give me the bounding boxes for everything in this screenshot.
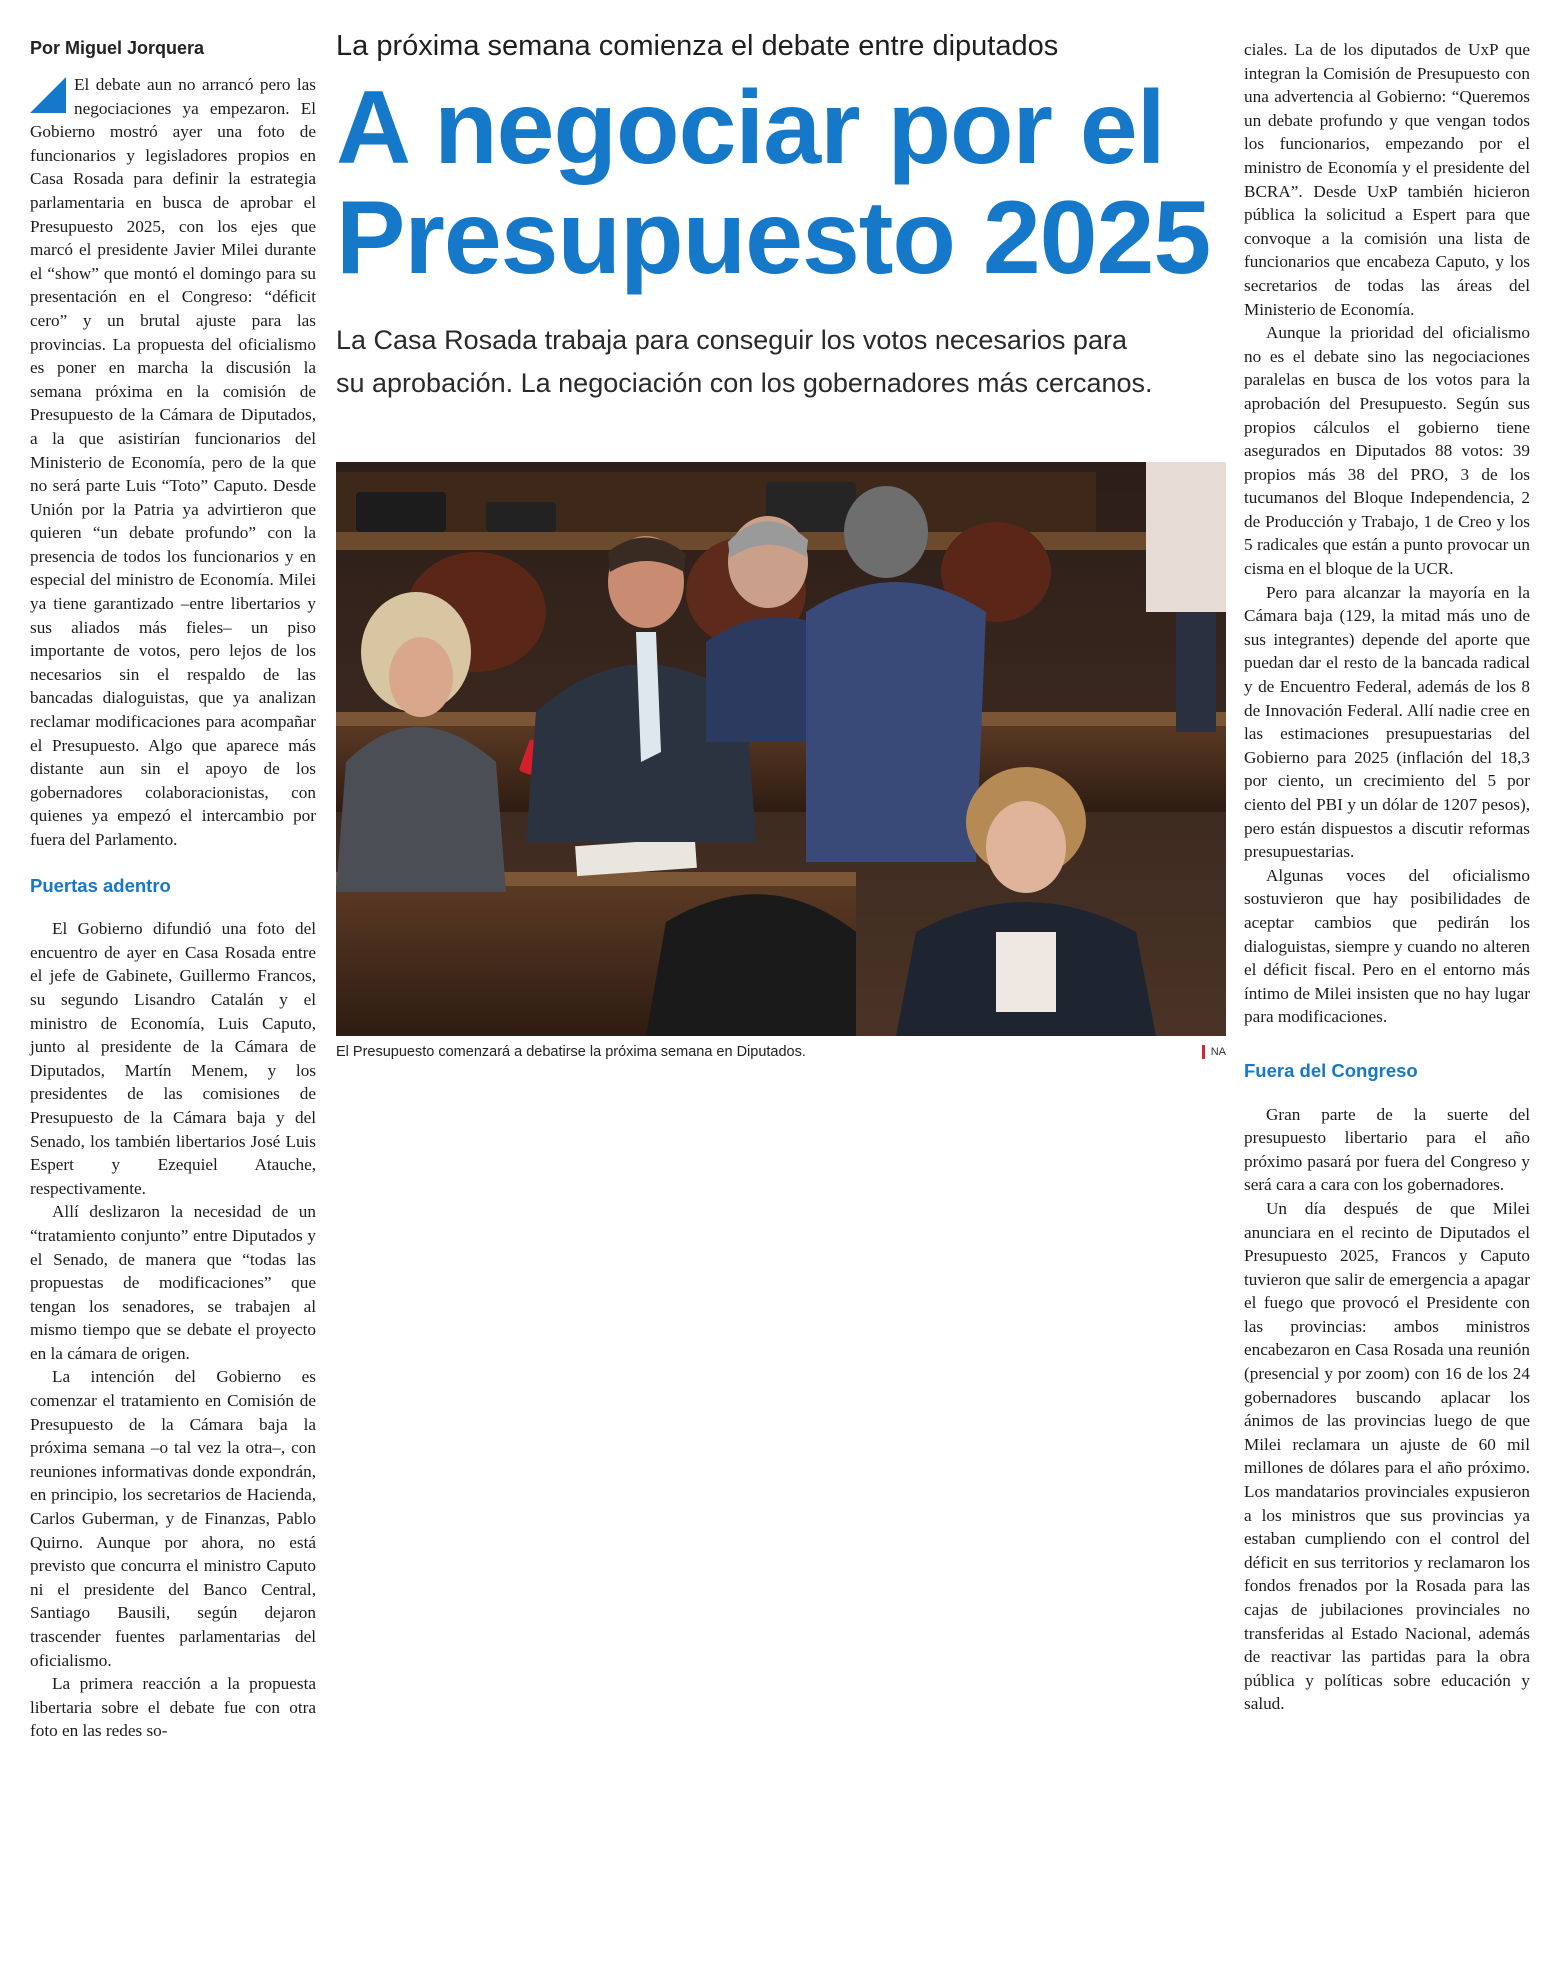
right-body bbox=[1244, 38, 1530, 1716]
headline-line: Presupuesto 2025 bbox=[336, 180, 1211, 296]
lead-text: El debate aun no arrancó pero las negociaciones ya empezaron. El Gobierno mostró ayer una foto de funcionarios y legisladores propios en Casa Rosada para definir la estrategia parlamentaria en busca de aprobar el Presupuesto 2025, con los ejes que marcó el presidente Javier Milei durante el “show” que montó el domingo para su presentación en el Congreso: “déficit cero” y un brutal ajuste para las provincias. La propuesta del oficialismo es poner en marcha la discusión la semana próxima en la comisión de Presupuesto de la Cámara de Diputados, a la que asistirían funcionarios del Ministerio de Economía, pero de la que no será parte Luis “Toto” Caputo. Desde Unión por la Patria ya advirtieron que quieren “un debate profundo” con la presencia de todos los funcionarios y en especial del ministro de Economía. Milei ya tiene garantizado –entre libertarios y sus aliados más fieles– un piso importante de votos, pero lejos de los necesarios sin el respaldo de las bancadas dialoguistas, que ya analizan reclamar modificaciones para acompañar el Presupuesto. Algo que aparece más distante aun sin el apoyo de los gobernadores colaboracionistas, con quienes ya empezó el intercambio por fuera del Parlamento. bbox=[30, 75, 316, 849]
byline: Por Miguel Jorquera bbox=[30, 38, 205, 58]
photo-credit bbox=[1202, 1045, 1226, 1059]
triangle-drop-icon bbox=[30, 77, 66, 113]
headline-line: A negociar por el bbox=[336, 70, 1165, 186]
subhead-puertas-adentro: Puertas adentro bbox=[30, 874, 171, 896]
paragraph: Aunque la prioridad del oficialismo no es el debate sino las negociaciones paralelas en busca de los votos para la aprobación del Presupuesto. Según sus propios cálculos el gobierno tiene asegurados en Diputados 88 votos: 39 propios más 38 del PRO, 3 de los tucumanos del Bloque Independencia, 2 de Producción y Trabajo, 1 de Creo y los 5 radicales que están a punto provocar un cisma en el bloque de la UCR. bbox=[1244, 323, 1530, 579]
credit-text: NA bbox=[1210, 1046, 1226, 1058]
caption-row bbox=[336, 1044, 1226, 1060]
paragraph: ciales. La de los diputados de UxP que integran la Comisión de Presupuesto con una advertencia al Gobierno: “Queremos un debate profundo y que vengan todos los funcionarios, empezando por el ministro de Economía y el presidente del BCRA”. Desde UxP también hicieron pública la solicitud a Espert para que convoque a la comisión una lista de funcionarios que encabeza Caputo, y los secretarios de todas las áreas del Ministerio de Economía. bbox=[1244, 40, 1530, 319]
lead-paragraph bbox=[30, 73, 316, 852]
photo-caption: El Presupuesto comenzará a debatirse la próxima semana en Diputados. bbox=[336, 1044, 806, 1060]
left-body bbox=[30, 73, 316, 1743]
credit-bar-icon bbox=[1202, 1045, 1205, 1059]
right-column bbox=[1244, 38, 1530, 1716]
paragraph: La primera reacción a la propuesta libertaria sobre el debate fue con otra foto en las redes so- bbox=[30, 1674, 316, 1741]
paragraph: Allí deslizaron la necesidad de un “tratamiento conjunto” entre Diputados y el Senado, de manera que “todas las propuestas de modificaciones” que tengan los senadores, se trabajen al mismo tiempo que se debate el proyecto en la cámara de origen. bbox=[30, 1202, 316, 1363]
paragraph: El Gobierno difundió una foto del encuentro de ayer en Casa Rosada entre el jefe de Gabinete, Guillermo Francos, su segundo Lisandro Catalán y el ministro de Economía, Luis Caputo, junto al presidente de la Cámara de Diputados, Martín Menem, y los presidentes de las comisiones de Presupuesto de la Cámara baja y del Senado, los también libertarios José Luis Espert y Ezequiel Atauche, respectivamente. bbox=[30, 919, 316, 1198]
left-column bbox=[30, 38, 316, 1743]
subhead-fuera-del-congreso: Fuera del Congreso bbox=[1244, 1059, 1418, 1081]
deck-line: su aprobación. La negociación con los gobernadores más cercanos. bbox=[336, 368, 1153, 398]
deck-line: La Casa Rosada trabaja para conseguir los votos necesarios para bbox=[336, 325, 1127, 355]
paragraph: Pero para alcanzar la mayoría en la Cámara baja (129, la mitad más uno de sus integrantes) depende del aporte que puedan dar el resto de la bancada radical y de Encuentro Federal, además de los 8 de Innovación Federal. Allí nadie cree en las estimaciones presupuestarias del Gobierno para 2025 (inflación del 18,3 por ciento, un crecimiento del 5 por ciento del PBI y un dólar de 1207 pesos), pero están dispuestos a discutir reformas presupuestarias. bbox=[1244, 582, 1530, 862]
paragraph: La intención del Gobierno es comenzar el tratamiento en Comisión de Presupuesto de la Cámara baja la próxima semana –o tal vez la otra–, con reuniones informativas donde expondrán, en principio, los secretarios de Hacienda, Carlos Guberman, y de Finanzas, Pablo Quirno. Aunque por ahora, no está previsto que concurra el ministro Caputo ni el presidente del Banco Central, Santiago Bausili, según dejaron trascender fuentes parlamentarias del oficialismo. bbox=[30, 1367, 316, 1670]
kicker: La próxima semana comienza el debate entre diputados bbox=[336, 30, 1059, 62]
paragraph: Algunas voces del oficialismo sostuvieron que hay posibilidades de aceptar cambios que pedirán los dialoguistas, siempre y cuando no alteren el déficit fiscal. Pero en el entorno más íntimo de Milei insisten que no hay lugar para modificaciones. bbox=[1244, 865, 1530, 1027]
center-column bbox=[336, 30, 1226, 1060]
news-photo bbox=[336, 462, 1226, 1036]
photo-illustration bbox=[336, 462, 1226, 1036]
headline bbox=[336, 70, 1226, 296]
paragraph: Un día después de que Milei anunciara en el recinto de Diputados el Presupuesto 2025, Francos y Caputo tuvieron que salir de emergencia a apagar el fuego que provocó el Presidente con las provincias: ambos ministros encabezaron en Casa Rosada una reunión (presencial y por zoom) con 16 de los 24 gobernadores buscando aplacar los ánimos de las provincias luego de que Milei reclamara un ajuste de 60 mil millones de dólares para el año próximo. Los mandatarios provinciales expusieron a los ministros que sus provincias ya estaban cumpliendo con el control del déficit en sus territorios y reclamaron los fondos frenados por la Rosada para las cajas de jubilaciones provinciales no transferidas al Estado Nacional, además de reactivar las partidas para la obra pública y políticas sobre educación y salud. bbox=[1244, 1198, 1531, 1714]
paragraph: Gran parte de la suerte del presupuesto libertario para el año próximo pasará por fuera del Congreso y será cara a cara con los gobernadores. bbox=[1244, 1104, 1530, 1195]
deck bbox=[336, 319, 1226, 405]
